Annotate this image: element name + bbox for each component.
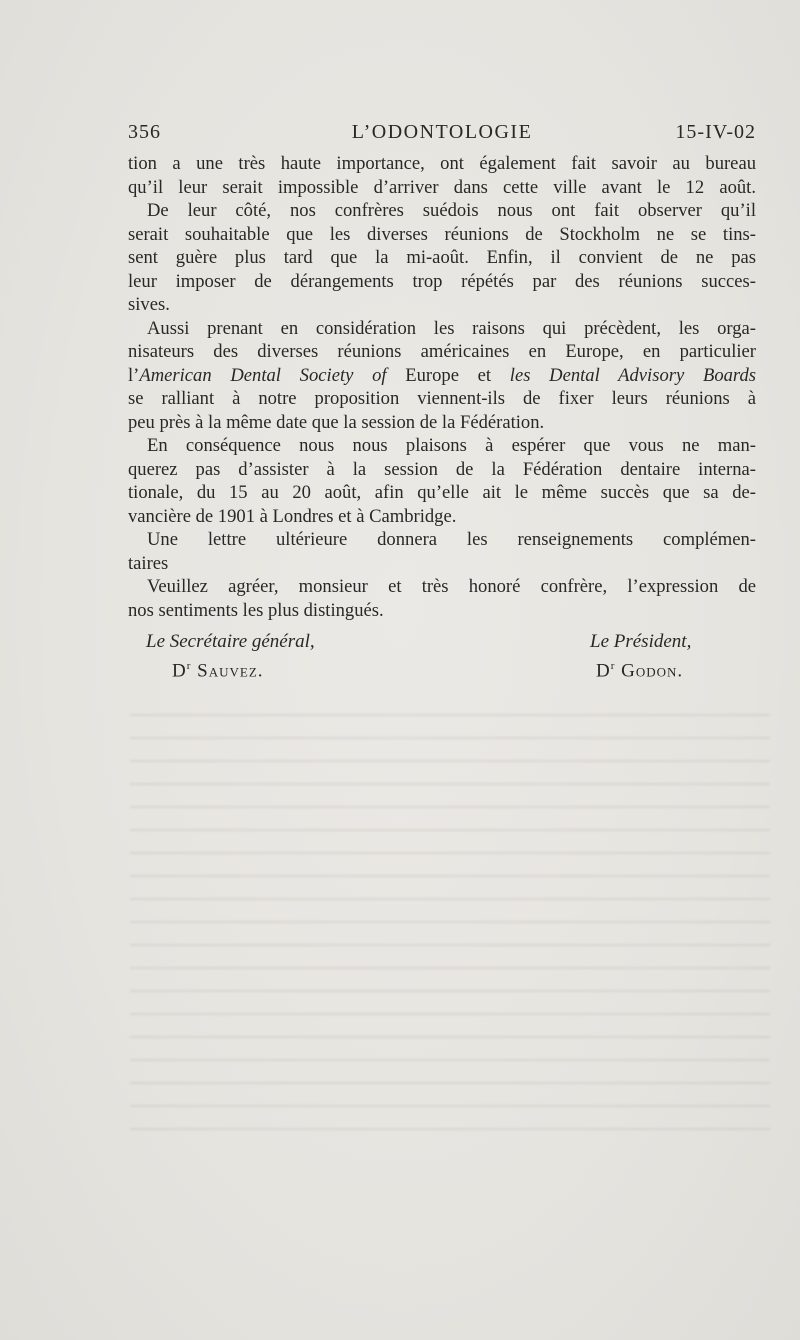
running-header (128, 121, 756, 147)
body-line: En conséquence nous nous plaisons à espérer que vous ne man- (147, 435, 756, 456)
signature-name: $D^r$ Godon. (596, 660, 684, 682)
page-number: 356 (128, 121, 161, 143)
signature-title: Le Président, (590, 631, 692, 652)
body-line: tionale, du 15 au 20 août, afin qu’elle ait le même succès que sa de- (128, 482, 756, 503)
signature-name: $D^r$ Sauvez. (172, 660, 264, 682)
italic-text: American Dental Society of (139, 364, 387, 386)
body-line: vancière de 1901 à Londres et à Cambridge. (128, 505, 457, 527)
body-line (128, 364, 756, 388)
body-line: nos sentiments les plus distingués. (128, 599, 384, 621)
letter-body (128, 152, 756, 622)
journal-title: L’ODONTOLOGIE (351, 121, 533, 143)
body-line: tion a une très haute importance, ont également fait savoir au bureau (128, 153, 756, 174)
body-line: peu près à la même date que la session de la Fédération. (128, 411, 545, 433)
signature-president (590, 630, 691, 683)
body-line: sives. (128, 294, 170, 315)
body-line: qu’il leur serait impossible d’arriver dans cette ville avant le 12 août. (128, 176, 756, 198)
body-line: nisateurs des diverses réunions américaines en Europe, en particulier (128, 341, 756, 362)
body-line: querez pas d’assister à la session de la Fédération dentaire interna- (128, 458, 756, 480)
body-line: Aussi prenant en considération les raisons qui précèdent, les orga- (147, 317, 756, 339)
body-line: serait souhaitable que les diverses réunions de Stockholm ne se tins- (128, 223, 756, 245)
issue-date: 15-IV-02 (675, 121, 756, 143)
show-through-text (130, 700, 770, 1140)
signature-secretary (146, 630, 315, 683)
body-line: se ralliant à notre proposition viennent-ils de fixer leurs réunions à (128, 388, 756, 409)
body-line: taires (128, 552, 169, 574)
body-line: Une lettre ultérieure donnera les renseignements complémen- (147, 529, 756, 550)
text-segment: Europe et (386, 364, 510, 386)
body-line: leur imposer de dérangements trop répétés par des réunions succes- (128, 270, 756, 292)
body-line: Veuillez agréer, monsieur et très honoré confrère, l’expression de (147, 576, 756, 597)
body-line: sent guère plus tard que la mi-août. Enfin, il convient de ne pas (128, 247, 756, 268)
italic-text: les Dental Advisory Boards (509, 364, 756, 386)
body-line: De leur côté, nos confrères suédois nous ont fait observer qu’il (147, 200, 756, 221)
text-segment: l’ (128, 364, 140, 386)
signature-title: Le Secrétaire général, (146, 631, 315, 652)
